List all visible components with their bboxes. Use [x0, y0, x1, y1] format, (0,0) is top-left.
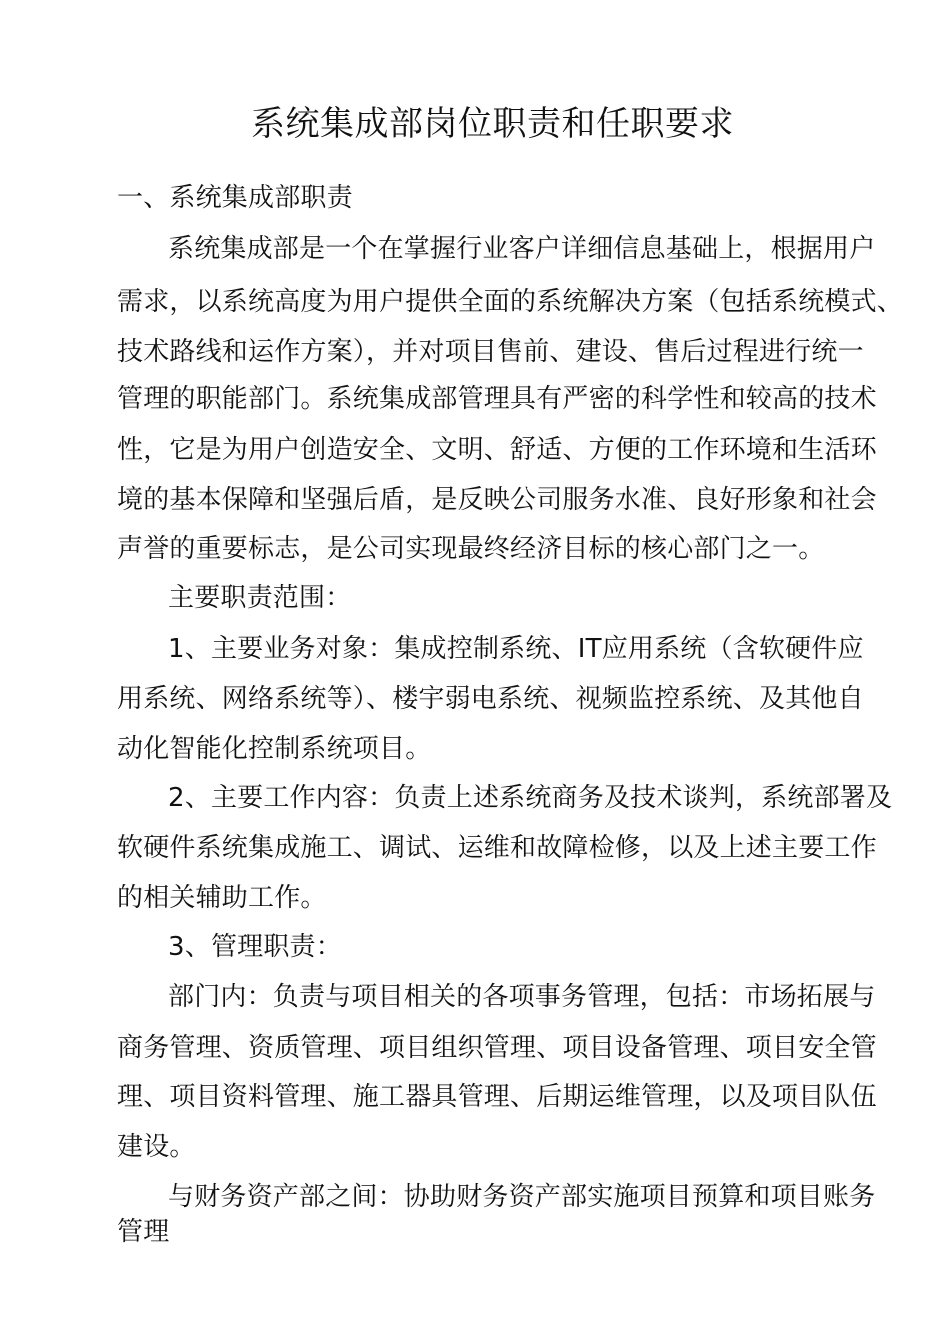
paragraph-line: 声誉的重要标志，是公司实现最终经济目标的核心部门之一。	[117, 534, 825, 564]
paragraph-line: 建设。	[117, 1132, 196, 1162]
paragraph-line: 技术路线和运作方案），并对项目售前、建设、售后过程进行统一	[117, 337, 864, 367]
list-item-line: 的相关辅助工作。	[117, 883, 327, 913]
paragraph-line: 商务管理、资质管理、项目组织管理、项目设备管理、项目安全管	[117, 1033, 877, 1063]
paragraph-line: 与财务资产部之间：协助财务资产部实施项目预算和项目账务	[168, 1182, 876, 1212]
paragraph-line: 系统集成部是一个在掌握行业客户详细信息基础上，根据用户	[168, 234, 876, 264]
paragraph-line: 管理	[117, 1217, 170, 1247]
subheading: 主要职责范围：	[168, 583, 352, 613]
list-item-line: 软硬件系统集成施工、调试、运维和故障检修，以及上述主要工作	[117, 833, 877, 863]
paragraph-line: 性，它是为用户创造安全、文明、舒适、方便的工作环境和生活环	[117, 435, 877, 465]
paragraph-line: 部门内：负责与项目相关的各项事务管理，包括：市场拓展与	[168, 982, 876, 1012]
list-item-line: 动化智能化控制系统项目。	[117, 734, 432, 764]
document-title: 系统集成部岗位职责和任职要求	[251, 104, 734, 144]
list-item-line: 2、主要工作内容：负责上述系统商务及技术谈判，系统部署及	[168, 783, 893, 813]
section-heading: 一、系统集成部职责	[117, 183, 353, 213]
paragraph-line: 管理的职能部门。系统集成部管理具有严密的科学性和较高的技术	[117, 384, 877, 414]
list-item-line: 用系统、网络系统等）、楼宇弱电系统、视频监控系统、及其他自	[117, 684, 864, 714]
list-item-line: 1、主要业务对象：集成控制系统、IT应用系统（含软硬件应	[168, 634, 864, 664]
paragraph-line: 理、项目资料管理、施工器具管理、后期运维管理，以及项目队伍	[117, 1082, 877, 1112]
paragraph-line: 需求，以系统高度为用户提供全面的系统解决方案（包括系统模式、	[117, 287, 904, 317]
list-item-line: 3、管理职责：	[168, 932, 342, 962]
paragraph-line: 境的基本保障和坚强后盾，是反映公司服务水准、良好形象和社会	[117, 485, 877, 515]
